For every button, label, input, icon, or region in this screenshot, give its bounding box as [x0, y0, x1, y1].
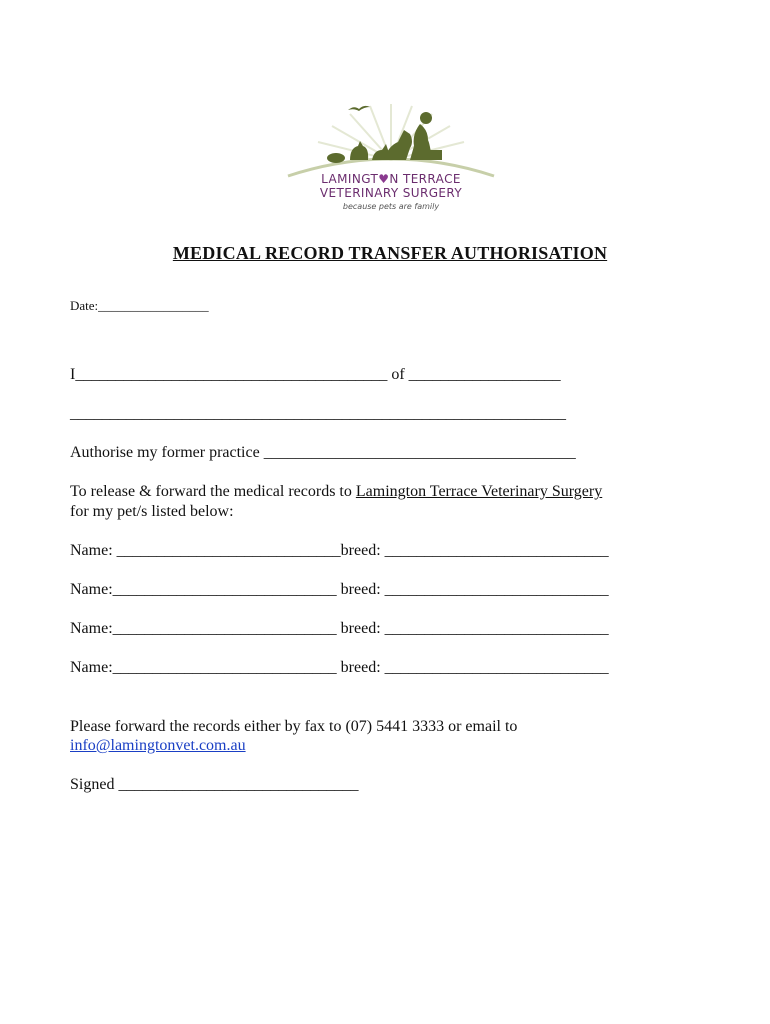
pet-row — [70, 581, 609, 599]
forward-instructions: Please forward the records either by fax to (07) 5441 3333 or email to — [70, 718, 518, 735]
owner-address-field[interactable]: ___________________ — [408, 366, 561, 383]
pet-breed-field[interactable]: breed: ____________________________ — [340, 620, 609, 637]
box-icon — [430, 150, 442, 160]
person-head-icon — [420, 112, 432, 124]
address-continuation-field[interactable]: ______________________________________________________________ — [70, 405, 566, 422]
owner-name-line — [70, 366, 561, 384]
email-link-text[interactable]: info@lamingtonvet.com.au — [70, 737, 246, 754]
logo-artwork — [280, 98, 502, 178]
release-text: To release & forward the medical records to — [70, 483, 356, 500]
pet-name-field[interactable]: Name:____________________________ — [70, 659, 341, 676]
person-icon — [410, 124, 432, 160]
practice-name: Lamington Terrace Veterinary Surgery — [355, 483, 603, 500]
email-link[interactable] — [70, 737, 246, 755]
date-field[interactable]: Date:_________________ — [70, 298, 209, 313]
of-label: of — [387, 366, 409, 383]
pet-name-field[interactable]: Name: ____________________________ — [70, 542, 341, 559]
logo-tagline: because pets are family — [342, 202, 440, 211]
logo-name-line1: LAMINGT♥N TERRACE — [321, 172, 461, 186]
document-title: MEDICAL RECORD TRANSFER AUTHORISATION — [172, 243, 608, 263]
pet-row — [70, 542, 609, 560]
pet-name-field[interactable]: Name:____________________________ — [70, 620, 341, 637]
release-line-2: for my pet/s listed below: — [70, 503, 234, 520]
pet-name-field[interactable]: Name:____________________________ — [70, 581, 341, 598]
practice-logo — [280, 98, 502, 216]
authorise-label: Authorise my former practice — [70, 444, 264, 461]
owner-prefix: I — [70, 366, 76, 383]
logo-name-line2: VETERINARY SURGERY — [319, 186, 463, 200]
cat-icon — [350, 141, 368, 160]
bird-icon — [348, 106, 370, 111]
pet-row — [70, 659, 609, 677]
pet-breed-field[interactable]: breed: ____________________________ — [340, 581, 609, 598]
pet-row — [70, 620, 609, 638]
pet-breed-field[interactable]: breed: ____________________________ — [340, 659, 609, 676]
release-line-1 — [70, 483, 602, 501]
pet-breed-field[interactable]: breed: ____________________________ — [340, 542, 609, 559]
tortoise-icon — [327, 153, 345, 163]
authorise-line — [70, 444, 576, 462]
former-practice-field[interactable]: _______________________________________ — [263, 444, 576, 461]
heart-icon: ♥ — [378, 172, 390, 186]
signature-field[interactable]: Signed ______________________________ — [70, 776, 359, 793]
owner-name-field[interactable]: _______________________________________ — [75, 366, 388, 383]
